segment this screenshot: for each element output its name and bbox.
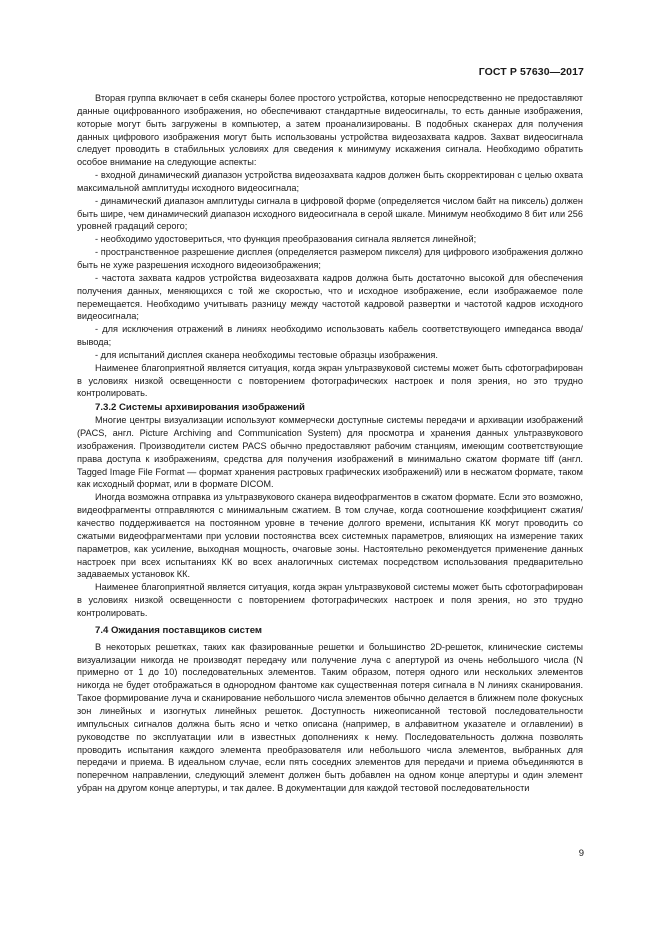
list-item: - пространственное разрешение дисплея (определяется размером пикселя) для цифрового изображения должно быть не хуже разрешения исходного видеоизображения; — [77, 247, 583, 270]
paragraph: Наименее благоприятной является ситуация, когда экран ультразвуковой системы может быть сфотографирован в условиях низкой освещенности с повторением фотографических настроек и поля зрения, но это трудно контролировать. — [77, 362, 583, 399]
list-item: - входной динамический диапазон устройства видеозахвата кадров должен быть скорректирован с целью охвата максимальной амплитуды исходного видеосигнала; — [77, 170, 583, 193]
list-item: - необходимо удостовериться, что функция преобразования сигнала является линейной; — [95, 234, 477, 245]
list-item: - для испытаний дисплея сканера необходимы тестовые образцы изображения. — [95, 349, 438, 360]
paragraph: Вторая группа включает в себя сканеры более простого устройства, которые непосредственно не предоставляют данные оцифрованного изображения, но обеспечивают стандартные видеосигналы, то есть данные изображения, которые могут быть загружены в компьютер, а затем проанализированы. В подобных сканерах для получения данных цифрового изображения могут быть использованы устройства видеозахвата кадров. Захват видеосигнала следует проводить в стабильных условиях для сведения к минимуму искажения сигнала. Необходимо обратить особое внимание на следующие аспекты: — [77, 93, 583, 168]
section-heading-7-4: 7.4 Ожидания поставщиков систем — [95, 624, 263, 636]
section-heading-7-3-2: 7.3.2 Системы архивирования изображений — [95, 402, 305, 414]
paragraph: В некоторых решетках, таких как фазированные решетки и большинство 2D-решеток, клинические системы визуализации никогда не производят передачу или получение луча с апертурой из очень небольшого числа (N примерно от 1 до 10) последовательных элементов. Таким образом, потеря одного или нескольких элементов никогда не будет отображаться в однородном фантоме как существенная потеря сигнала в N линиях сканирования. Такое формирование луча и сканирование небольшого числа элементов обычно делается в ближнем поле фокусных зон линейных и изогнутых линейных решеток. Доступность нижеописанной тестовой последовательности импульсных сигналов должна быть ясно и четко описана (например, в алфавитном указателе и оглавлении) в руководстве по эксплуатации или в известных дополнениях к нему. Последовательность должна позволять проводить испытания каждого элемента преобразователя или небольшого числа элементов, выбранных для передачи и приема. В идеальном случае, если пять соседних элементов для передачи и приема объединяются в поперечном направлении, следующий элемент должен быть добавлен на одном конце апертуры и один элемент убран на другом конце апертуры, и так далее. В документации для каждой тестовой последовательности — [77, 641, 583, 794]
paragraph: Многие центры визуализации используют коммерчески доступные системы передачи и архивации изображений (PACS, англ. Picture Archiving and Communication System) для просмотра и хранения данных ультразвукового изображения. Производители систем PACS обычно предоставляют рабочим станциям, имеющим соответствующие права доступа к изображениям, средства для получения изображений в минимально сжатом формате tiff (англ. Tagged Image File Format — формат хранения растровых графических изображений) или в несжатом формате, таком как исходный формат, или в формате DICOM. — [77, 415, 583, 490]
paragraph: Наименее благоприятной является ситуация, когда экран ультразвуковой системы может быть сфотографирован в условиях низкой освещенности с повторением фотографических настроек и поля зрения, но это трудно контролировать. — [77, 582, 583, 618]
list-item: - для исключения отражений в линиях необходимо использовать кабель соответствующего импеданса ввода/вывода; — [77, 324, 583, 348]
page-number: 9 — [578, 848, 584, 859]
paragraph: Иногда возможна отправка из ультразвукового сканера видеофрагментов в сжатом формате. Если это возможно, видеофрагменты отправляются с минимальным сжатием. В том случае, когда соотношение коэффициент сжатия/качество поддерживается на постоянном уровне в течение долгого времени, испытания КК могут проводить со сжатыми видеофрагментами при условии постоянства всех системных параметров, влияющих на измерение таких параметров, как усиление, выходная мощность, очаговые зоны. Настоятельно рекомендуется применение данных настроек при всех испытаниях КК во всех аналогичных системах посредством использования предварительно задаваемых установок КК. — [77, 492, 583, 580]
standard-number: ГОСТ Р 57630—2017 — [478, 66, 584, 78]
list-item: - частота захвата кадров устройства видеозахвата кадров должна быть достаточно высокой для обеспечения получения данных, меняющихся с той же скоростью, что и исходное изображение, если изображаемое поле перемещается. Необходимо учитывать разницу между частотой кадровой развертки и частотой кадров исходного видеосигнала; — [77, 272, 583, 322]
page-body — [77, 92, 583, 795]
list-item: - динамический диапазон амплитуды сигнала в цифровой форме (определяется числом байт на пиксель) должен быть шире, чем динамический диапазон исходного видеосигнала в серой шкале. Минимум необходимо 8 бит или 256 уровней градаций серого; — [77, 195, 583, 232]
